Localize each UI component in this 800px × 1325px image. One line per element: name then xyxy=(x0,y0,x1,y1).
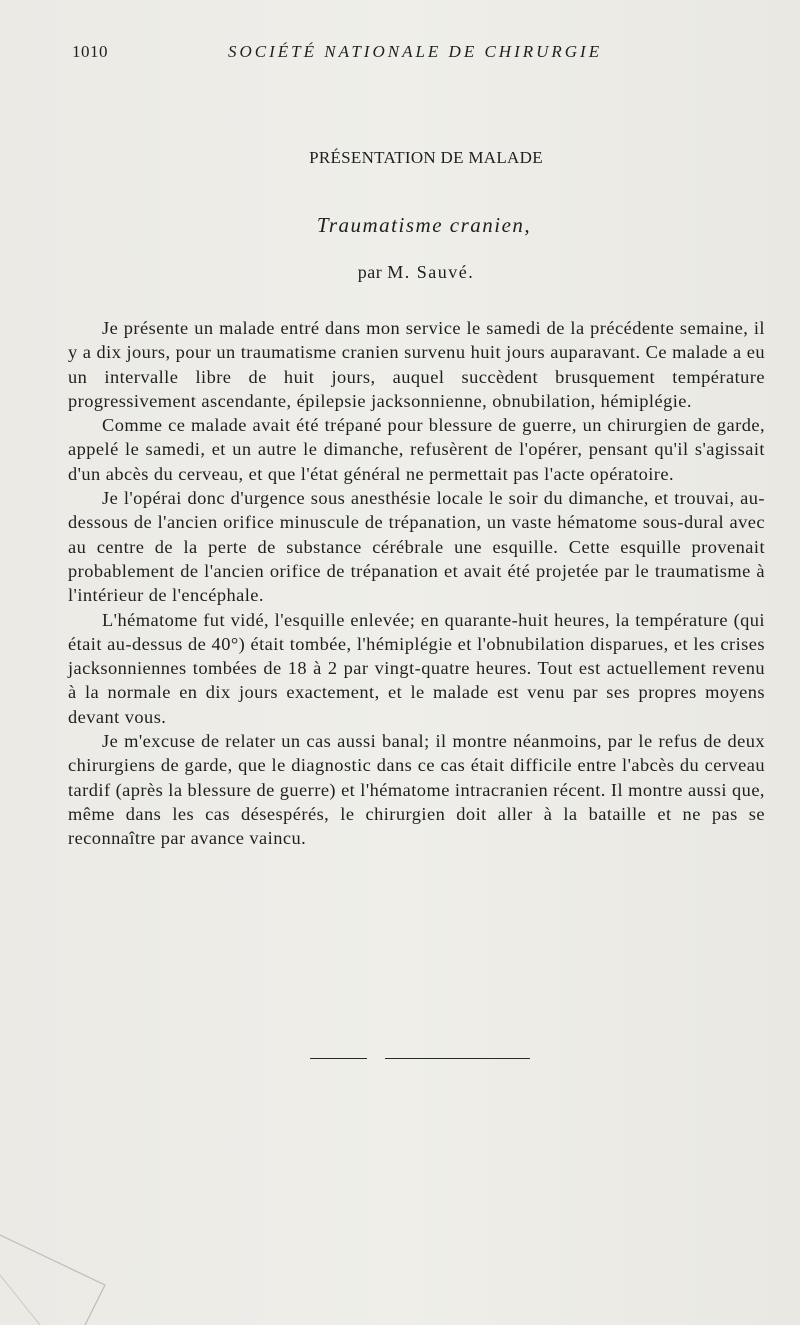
running-head xyxy=(72,42,772,66)
article-title: Traumatisme cranien, xyxy=(316,213,532,237)
page-fold-mark xyxy=(0,1215,120,1325)
paragraph: L'hématome fut vidé, l'esquille enlevée; en quarante-huit heures, la température (qui était au-dessus de 40°) était tombée, l'hémiplégie et l'obnubilation disparues, et les crises jacksonniennes tombées de 18 à 2 par vingt-quatre heures. Tout est actuellement revenu à la normale en dix jours exactement, et le malade est venu par ses propres moyens devant vous. xyxy=(68,609,765,727)
paragraph: Je m'excuse de relater un cas aussi banal; il montre néanmoins, par le refus de deux chirurgiens de garde, que le diagnostic dans ce cas était difficile entre l'abcès du cerveau tardif (après la blessure de guerre) et l'hématome intracranien récent. Il montre aussi que, même dans les cas désespérés, le chirurgien doit aller à la bataille et ne pas se reconnaître par avance vaincu. xyxy=(68,731,765,849)
page-number: 1010 xyxy=(72,42,108,61)
section-heading: PRÉSENTATION DE MALADE xyxy=(309,148,543,167)
byline-prefix: par xyxy=(357,262,383,282)
end-rule-long xyxy=(385,1058,530,1059)
journal-title: SOCIÉTÉ NATIONALE DE CHIRURGIE xyxy=(228,42,603,61)
paragraph: Comme ce malade avait été trépané pour blessure de guerre, un chirurgien de garde, appelé le samedi, et un autre le dimanche, refusèrent de l'opérer, pensant qu'il s'agissait d'un abcès du cerveau, et que l'état général ne permettait pas l'acte opératoire. xyxy=(68,415,765,484)
byline xyxy=(0,262,800,283)
end-rule-short xyxy=(310,1058,367,1059)
paragraph: Je l'opérai donc d'urgence sous anesthésie locale le soir du dimanche, et trouvai, au-dessous de l'ancien orifice minuscule de trépanation, un vaste hématome sous-dural avec au centre de la perte de substance cérébrale une esquille. Cette esquille provenait probablement de l'ancien orifice de trépanation et avait été projetée par le traumatisme à l'intérieur de l'encéphale. xyxy=(68,488,765,606)
article-body xyxy=(68,316,765,851)
paragraph: Je présente un malade entré dans mon service le samedi de la précédente semaine, il y a dix jours, pour un traumatisme cranien survenu huit jours auparavant. Ce malade a eu un intervalle libre de huit jours, auquel succèdent brusquement température progressivement ascendante, épilepsie jacksonnienne, obnubilation, hémiplégie. xyxy=(68,318,765,411)
author-name: M. Sauvé. xyxy=(387,262,475,282)
